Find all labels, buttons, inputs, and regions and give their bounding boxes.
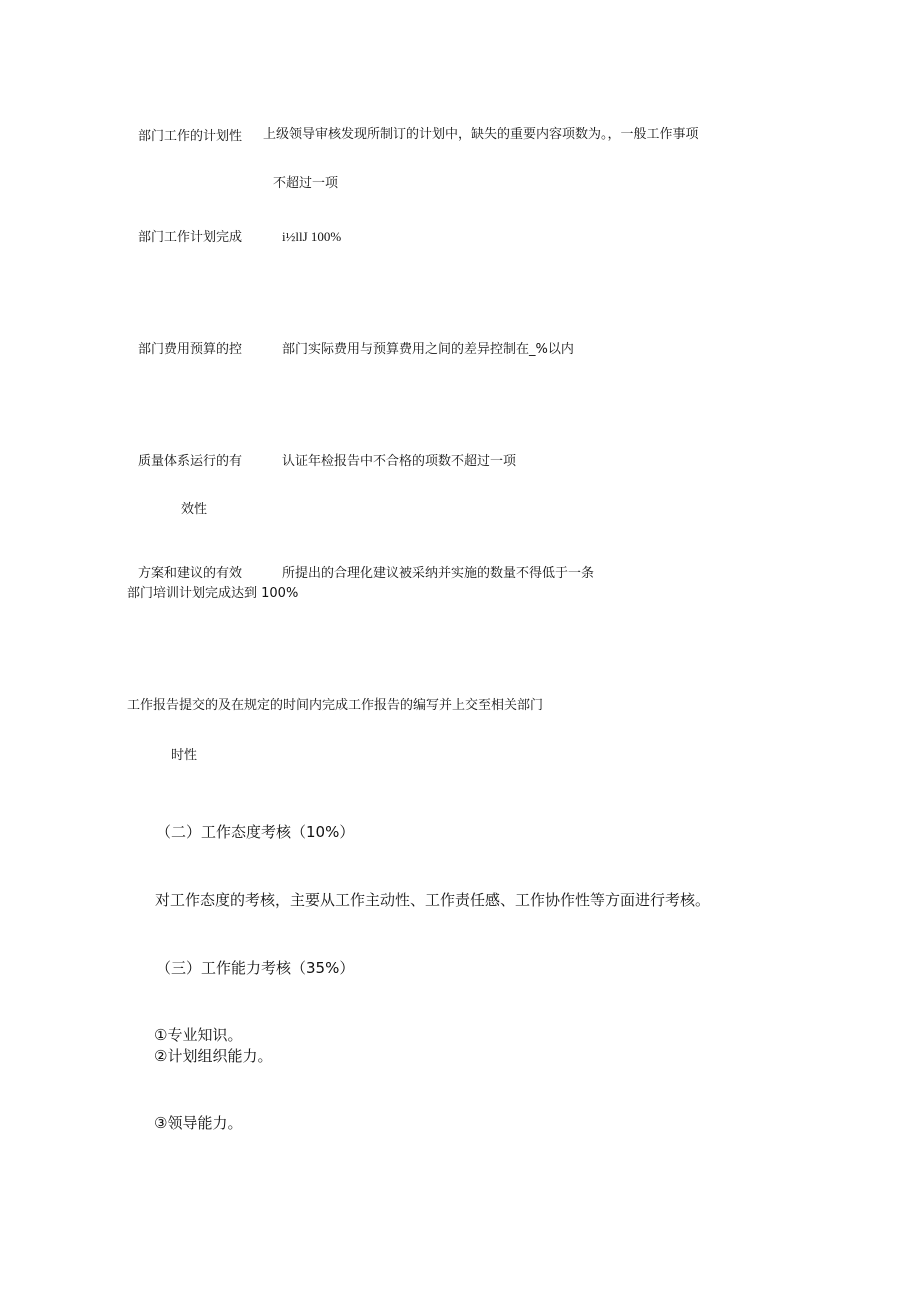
row-desc-budget: 部门实际费用与预算费用之间的差异控制在_%以内: [282, 342, 574, 357]
row-label-quality-cont: 效性: [181, 502, 208, 517]
row-label-quality: 质量体系运行的有: [138, 454, 243, 469]
section2-body: 对工作态度的考核，主要从工作主动性、工作责任感、工作协作性等方面进行考核。: [155, 891, 711, 909]
row-desc-plan-cont: 不超过一项: [273, 176, 339, 191]
row-desc-proposal: 所提出的合理化建议被采纳并实施的数量不得低于一条: [282, 566, 595, 581]
report-line: 工作报告提交的及在规定的时间内完成工作报告的编写并上交至相关部门: [127, 698, 544, 713]
section3-heading: （三）工作能力考核（35%）: [156, 959, 355, 977]
row-label-plan: 部门工作的计划性: [138, 129, 243, 144]
section3-item: ①专业知识。: [154, 1026, 243, 1044]
section3-item: ③领导能力。: [154, 1114, 243, 1132]
report-line-cont: 时性: [171, 748, 198, 763]
row-label-budget: 部门费用预算的控: [138, 342, 243, 357]
row-desc-completion: i½llJ 100%: [282, 229, 342, 244]
section2-heading: （二）工作态度考核（10%）: [156, 823, 355, 841]
training-line: 部门培训计划完成达到 100%: [127, 586, 299, 601]
row-label-completion: 部门工作计划完成: [138, 230, 243, 245]
row-desc-plan: 上级领导审核发现所制订的计划中，缺失的重要内容项数为。，一般工作事项: [263, 127, 699, 142]
section3-item: ②计划组织能力。: [154, 1047, 273, 1065]
row-label-proposal: 方案和建议的有效: [138, 566, 243, 581]
row-desc-quality: 认证年检报告中不合格的项数不超过一项: [282, 454, 517, 469]
